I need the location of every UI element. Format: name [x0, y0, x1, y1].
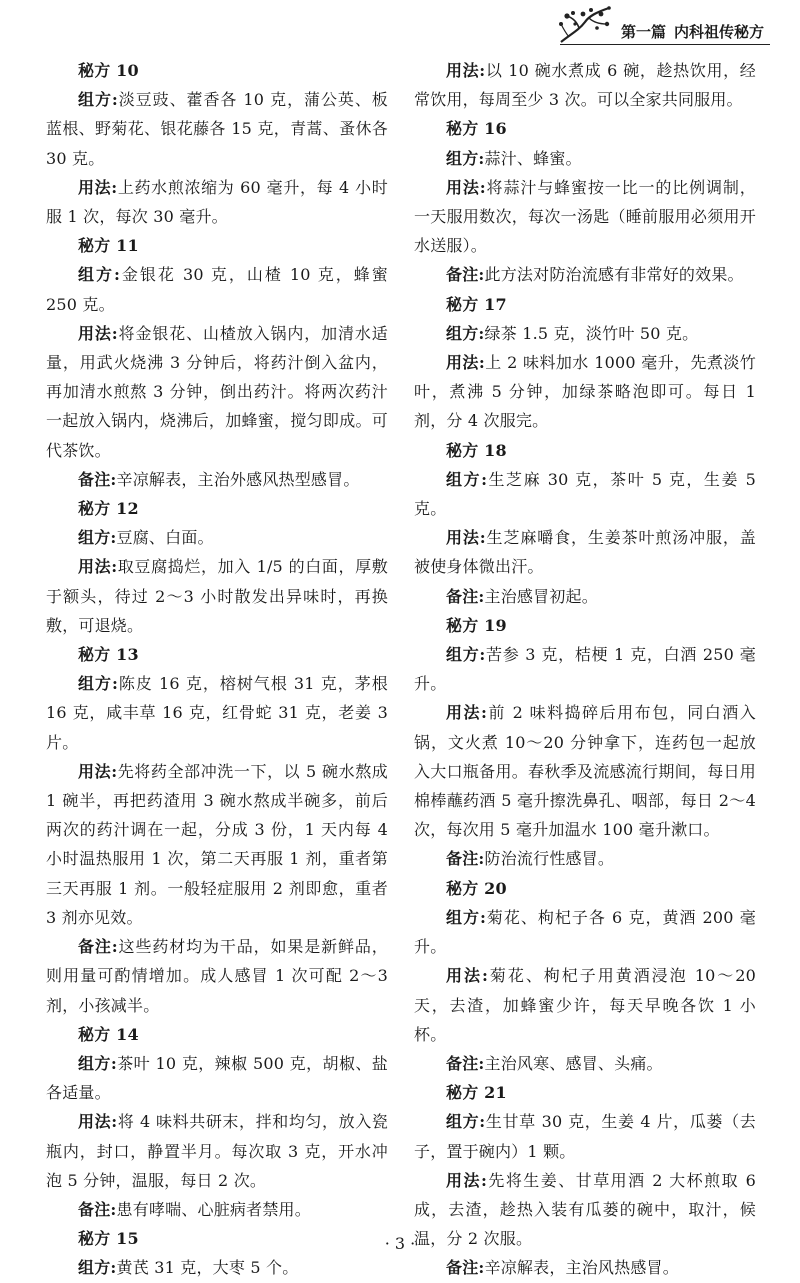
recipe-title: 秘方 12	[78, 499, 139, 519]
paragraph-label: 用法:	[78, 323, 118, 343]
paragraph-label: 组方:	[78, 528, 117, 548]
paragraph-text: 防治流行性感冒。	[484, 849, 615, 869]
paragraph-label: 用法:	[446, 1170, 488, 1190]
recipe-paragraph	[46, 1195, 388, 1224]
left-column	[46, 56, 388, 1283]
book-title: 内科祖传秘方	[673, 23, 764, 41]
paragraph-text: 黄芪 31 克，大枣 5 个。	[116, 1258, 299, 1278]
recipe-paragraph	[46, 757, 388, 932]
paragraph-text: 前 2 味料捣碎后用布包，同白酒入锅，文火煮 10～20 分钟拿下，连药包一起放入大口瓶备用。春秋季及流感流行期间，每日用棉棒蘸药酒 5 毫升擦洗鼻孔、咽部，每日 2～4 次，每次用 5 毫升加温水 100 毫升漱口。	[414, 703, 756, 840]
right-column	[414, 56, 756, 1283]
recipe-paragraph	[414, 698, 756, 844]
recipe-paragraph	[414, 523, 756, 581]
paragraph-label: 用法:	[446, 177, 486, 197]
paragraph-label: 组方:	[446, 907, 487, 927]
recipe-paragraph	[46, 932, 388, 1020]
recipe-paragraph	[414, 903, 756, 961]
paragraph-label: 用法:	[78, 761, 118, 781]
paragraph-text: 取豆腐捣烂，加入 1/5 的白面，厚敷于额头，待过 2～3 小时散发出异味时，再换敷，可退烧。	[46, 557, 388, 635]
paragraph-text: 陈皮 16 克，榕树气根 31 克，茅根 16 克，咸丰草 16 克，红骨蛇 31 克，老姜 3 片。	[46, 674, 388, 752]
paragraph-label: 备注:	[446, 1258, 485, 1278]
paragraph-text: 茶叶 10 克，辣椒 500 克，胡椒、盐各适量。	[46, 1053, 388, 1103]
paragraph-label: 组方:	[446, 323, 485, 343]
paragraph-label: 用法:	[446, 966, 489, 986]
paragraph-text: 主治风寒、感冒、头痛。	[484, 1053, 663, 1073]
paragraph-text: 金银花 30 克，山楂 10 克，蜂蜜 250 克。	[46, 265, 388, 314]
paragraph-text: 淡豆豉、藿香各 10 克，蒲公英、板蓝根、野菊花、银花藤各 15 克，青蒿、蚤休各 30 克。	[46, 90, 388, 168]
paragraph-label: 用法:	[78, 1112, 118, 1132]
paragraph-label: 组方:	[446, 1112, 486, 1132]
running-header	[557, 4, 764, 44]
recipe-title: 秘方 20	[446, 878, 507, 898]
plum-blossom-branch-icon	[557, 4, 613, 44]
part-label: 第一篇	[620, 23, 666, 41]
paragraph-text: 辛凉解表，主治外感风热型感冒。	[116, 469, 360, 489]
paragraph-label: 组方:	[78, 265, 121, 285]
paragraph-text: 生芝麻 30 克，茶叶 5 克，生姜 5 克。	[414, 469, 756, 519]
recipe-title: 秘方 11	[78, 236, 139, 256]
recipe-title: 秘方 16	[446, 119, 507, 139]
paragraph-text: 生芝麻嚼食，生姜茶叶煎汤冲服，盖被使身体微出汗。	[414, 528, 756, 577]
recipe-paragraph	[46, 669, 388, 757]
recipe-paragraph	[46, 1253, 388, 1282]
paragraph-text: 豆腐、白面。	[116, 528, 214, 548]
paragraph-text: 将蒜汁与蜂蜜按一比一的比例调制，一天服用数次，每次一汤匙（睡前服用必须用开水送服）。	[414, 177, 756, 256]
paragraph-label: 备注:	[446, 1053, 485, 1073]
paragraph-text: 生甘草 30 克，生姜 4 片，瓜蒌（去子，置于碗内）1 颗。	[414, 1112, 756, 1161]
paragraph-text: 此方法对防治流感有非常好的效果。	[484, 265, 744, 285]
paragraph-label: 备注:	[446, 586, 485, 606]
recipe-paragraph	[414, 260, 756, 289]
paragraph-text: 苦参 3 克，桔梗 1 克，白酒 250 毫升。	[414, 645, 756, 694]
paragraph-text: 主治感冒初起。	[484, 586, 598, 606]
paragraph-label: 用法:	[78, 557, 118, 577]
paragraph-label: 组方:	[78, 1053, 117, 1073]
paragraph-label: 组方:	[446, 645, 486, 665]
recipe-paragraph	[46, 260, 388, 318]
paragraph-text: 先将药全部冲洗一下，以 5 碗水熬成 1 碗半，再把药渣用 3 碗水熬成半碗多，前后两次的药汁调在一起，分成 3 份，1 天内每 4 小时温热服用 1 次，第二天再服 1 剂，重者第三天再服 1 剂。一般轻症服用 2 剂即愈，重者 3 剂亦见效。	[46, 761, 389, 927]
paragraph-text: 先将生姜、甘草用酒 2 大杯煎取 6 成，去渣，趁热入装有瓜蒌的碗中，取汁，候温，分 2 次服。	[414, 1170, 756, 1249]
paragraph-text: 上药水煎浓缩为 60 毫升，每 4 小时服 1 次，每次 30 毫升。	[46, 177, 388, 227]
paragraph-label: 组方:	[78, 674, 119, 694]
paragraph-label: 备注:	[78, 937, 118, 957]
paragraph-text: 以 10 碗水煮成 6 碗，趁热饮用，经常饮用，每周至少 3 次。可以全家共同服用。	[414, 61, 756, 110]
page-number: · 3 ·	[384, 1234, 416, 1253]
recipe-paragraph	[46, 319, 388, 465]
paragraph-label: 用法:	[78, 177, 118, 197]
recipe-paragraph	[46, 85, 388, 173]
paragraph-label: 备注:	[446, 265, 485, 285]
recipe-paragraph	[414, 319, 756, 348]
recipe-paragraph	[414, 144, 756, 173]
recipe-title: 秘方 19	[446, 615, 507, 635]
recipe-title: 秘方 18	[446, 440, 507, 460]
paragraph-label: 组方:	[78, 90, 118, 110]
recipe-paragraph	[46, 173, 388, 231]
recipe-paragraph	[414, 56, 756, 114]
paragraph-label: 备注:	[446, 849, 485, 869]
recipe-paragraph	[414, 173, 756, 261]
recipe-paragraph	[414, 1049, 756, 1078]
recipe-title: 秘方 17	[446, 294, 507, 314]
recipe-title: 秘方 15	[78, 1229, 139, 1249]
paragraph-text: 将 4 味料共研末，拌和均匀，放入瓷瓶内，封口，静置半月。每次取 3 克，开水冲泡 5 分钟，温服，每日 2 次。	[46, 1112, 389, 1190]
paragraph-text: 绿茶 1.5 克，淡竹叶 50 克。	[484, 323, 699, 343]
paragraph-label: 用法:	[446, 528, 486, 548]
paragraph-label: 组方:	[78, 1258, 117, 1278]
paragraph-label: 组方:	[446, 469, 488, 489]
paragraph-label: 用法:	[446, 703, 488, 723]
paragraph-label: 组方:	[446, 148, 485, 168]
paragraph-text: 菊花、枸杞子用黄酒浸泡 10～20 天，去渣，加蜂蜜少许，每天早晚各饮 1 小杯。	[414, 966, 756, 1044]
recipe-paragraph	[414, 844, 756, 873]
recipe-paragraph	[46, 1049, 388, 1107]
recipe-paragraph	[414, 640, 756, 698]
recipe-title: 秘方 21	[446, 1083, 507, 1103]
recipe-paragraph	[414, 961, 756, 1049]
paragraph-text: 患有哮喘、心脏病者禁用。	[116, 1199, 311, 1219]
recipe-title: 秘方 13	[78, 645, 139, 665]
paragraph-text: 这些药材均为干品，如果是新鲜品，则用量可酌情增加。成人感冒 1 次可配 2～3剂，小孩减半。	[46, 937, 388, 1015]
paragraph-label: 备注:	[78, 1199, 117, 1219]
header-divider	[560, 44, 770, 45]
recipe-paragraph	[46, 552, 388, 640]
recipe-paragraph	[414, 1253, 756, 1282]
recipe-paragraph	[46, 1107, 388, 1195]
paragraph-text: 将金银花、山楂放入锅内，加清水适量，用武火烧沸 3 分钟后，将药汁倒入盆内，再加清水煎熬 3 分钟，倒出药汁。将两次药汁一起放入锅内，烧沸后，加蜂蜜，搅匀即成。可代茶饮。	[46, 323, 388, 460]
paragraph-label: 用法:	[446, 353, 485, 373]
recipe-paragraph	[414, 465, 756, 523]
recipe-paragraph	[46, 523, 388, 552]
paragraph-text: 蒜汁、蜂蜜。	[484, 148, 582, 168]
paragraph-label: 用法:	[446, 61, 486, 80]
paragraph-text: 菊花、枸杞子各 6 克，黄酒 200 毫升。	[414, 907, 756, 957]
paragraph-text: 辛凉解表，主治风热感冒。	[484, 1258, 679, 1278]
recipe-paragraph	[414, 1107, 756, 1165]
recipe-paragraph	[414, 348, 756, 436]
recipe-title: 秘方 14	[78, 1024, 139, 1044]
paragraph-text: 上 2 味料加水 1000 毫升，先煮淡竹叶，煮沸 5 分钟，加绿茶略泡即可。每日 1 剂，分 4 次服完。	[414, 353, 756, 431]
recipe-paragraph	[414, 582, 756, 611]
recipe-title: 秘方 10	[78, 61, 139, 80]
recipe-paragraph	[46, 465, 388, 494]
paragraph-label: 备注:	[78, 469, 117, 489]
